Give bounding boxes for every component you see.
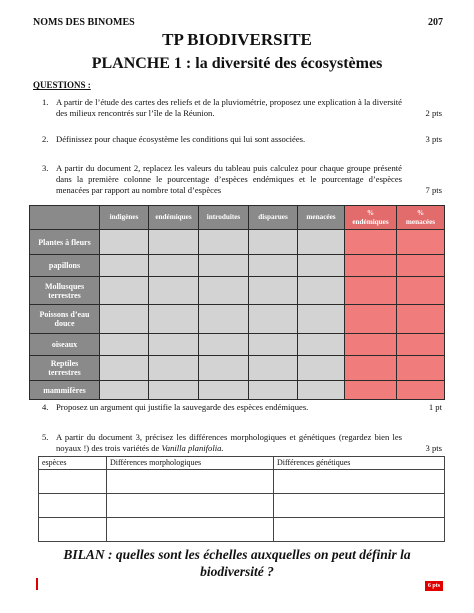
question-2 bbox=[42, 134, 442, 146]
question-number: 5. bbox=[42, 432, 49, 442]
value-cell[interactable] bbox=[199, 305, 249, 334]
question-1 bbox=[42, 97, 442, 121]
table-row bbox=[30, 381, 445, 400]
percent-cell[interactable] bbox=[397, 334, 445, 356]
value-cell[interactable] bbox=[100, 305, 149, 334]
percent-cell[interactable] bbox=[345, 230, 397, 255]
value-cell[interactable] bbox=[249, 356, 298, 381]
column-header: Différences morphologiques bbox=[107, 457, 274, 470]
question-4 bbox=[42, 402, 442, 414]
table-header-row bbox=[30, 206, 445, 230]
answer-cell[interactable] bbox=[274, 470, 445, 494]
column-header: espèces bbox=[39, 457, 107, 470]
percent-cell[interactable] bbox=[345, 381, 397, 400]
question-number: 2. bbox=[42, 134, 49, 144]
page-subtitle: PLANCHE 1 : la diversité des écosystèmes bbox=[91, 55, 383, 72]
value-cell[interactable] bbox=[149, 356, 199, 381]
value-cell[interactable] bbox=[149, 381, 199, 400]
answer-cell[interactable] bbox=[39, 470, 107, 494]
value-cell[interactable] bbox=[199, 381, 249, 400]
percent-cell[interactable] bbox=[345, 334, 397, 356]
column-header: endémiques bbox=[149, 206, 199, 230]
value-cell[interactable] bbox=[298, 334, 345, 356]
table-row bbox=[30, 334, 445, 356]
questions-label: QUESTIONS : bbox=[33, 80, 91, 90]
question-text: Proposez un argument qui justifie la sauvegarde des espèces endémiques. bbox=[56, 402, 309, 412]
question-points: 3 pts bbox=[425, 134, 442, 144]
table-row bbox=[39, 518, 445, 542]
question-text: A partir de l’étude des cartes des reliefs et de la pluviométrie, proposez une explication à la diversité des milieux rencontrés sur l’île de la Réunion. bbox=[56, 97, 402, 118]
page-number: 207 bbox=[428, 17, 443, 28]
percent-cell[interactable] bbox=[345, 277, 397, 305]
value-cell[interactable] bbox=[149, 277, 199, 305]
value-cell[interactable] bbox=[298, 277, 345, 305]
answer-cell[interactable] bbox=[107, 470, 274, 494]
answer-cell[interactable] bbox=[39, 518, 107, 542]
column-header-pct-endemiques: % endémiques bbox=[345, 206, 397, 230]
value-cell[interactable] bbox=[100, 230, 149, 255]
value-cell[interactable] bbox=[100, 334, 149, 356]
question-number: 4. bbox=[42, 402, 49, 412]
question-text: Définissez pour chaque écosystème les conditions qui lui sont associées. bbox=[56, 134, 306, 144]
value-cell[interactable] bbox=[199, 334, 249, 356]
column-header: menacées bbox=[298, 206, 345, 230]
row-label: Reptiles terrestres bbox=[30, 356, 100, 381]
table-corner-cell bbox=[30, 206, 100, 230]
answer-cell[interactable] bbox=[107, 518, 274, 542]
question-5 bbox=[42, 432, 442, 456]
value-cell[interactable] bbox=[100, 277, 149, 305]
margin-marker bbox=[36, 578, 38, 590]
table-header-row bbox=[39, 457, 445, 470]
question-points: 2 pts bbox=[425, 108, 442, 118]
page-title: TP BIODIVERSITE bbox=[162, 30, 312, 49]
header-names: NOMS DES BINOMES bbox=[33, 17, 135, 28]
row-label: oiseaux bbox=[30, 334, 100, 356]
value-cell[interactable] bbox=[100, 255, 149, 277]
value-cell[interactable] bbox=[249, 255, 298, 277]
value-cell[interactable] bbox=[149, 305, 199, 334]
value-cell[interactable] bbox=[249, 381, 298, 400]
row-label: Poissons d’eau douce bbox=[30, 305, 100, 334]
row-label: mammifères bbox=[30, 381, 100, 400]
column-header: disparues bbox=[249, 206, 298, 230]
answer-cell[interactable] bbox=[274, 518, 445, 542]
question-points: 1 pt bbox=[428, 402, 442, 412]
bilan-question: BILAN : quelles sont les échelles auxquelles on peut définir la biodiversité ? bbox=[63, 547, 411, 579]
value-cell[interactable] bbox=[298, 230, 345, 255]
answer-cell[interactable] bbox=[274, 494, 445, 518]
column-header-pct-menacees: % menacées bbox=[397, 206, 445, 230]
table-row bbox=[30, 255, 445, 277]
percent-cell[interactable] bbox=[345, 305, 397, 334]
value-cell[interactable] bbox=[199, 230, 249, 255]
value-cell[interactable] bbox=[298, 381, 345, 400]
value-cell[interactable] bbox=[199, 356, 249, 381]
value-cell[interactable] bbox=[149, 255, 199, 277]
percent-cell[interactable] bbox=[397, 305, 445, 334]
table-row bbox=[30, 305, 445, 334]
vanilla-table bbox=[38, 456, 445, 542]
percent-cell[interactable] bbox=[345, 255, 397, 277]
value-cell[interactable] bbox=[149, 230, 199, 255]
value-cell[interactable] bbox=[249, 230, 298, 255]
column-header: introduites bbox=[199, 206, 249, 230]
percent-cell[interactable] bbox=[397, 230, 445, 255]
answer-cell[interactable] bbox=[107, 494, 274, 518]
table-row bbox=[30, 230, 445, 255]
percent-cell[interactable] bbox=[397, 277, 445, 305]
points-total-box: 6 pts bbox=[425, 581, 443, 591]
value-cell[interactable] bbox=[249, 277, 298, 305]
column-header: Différences génétiques bbox=[274, 457, 445, 470]
question-number: 1. bbox=[42, 97, 49, 107]
question-number: 3. bbox=[42, 163, 49, 173]
question-points: 7 pts bbox=[425, 185, 442, 195]
row-label: papillons bbox=[30, 255, 100, 277]
value-cell[interactable] bbox=[298, 305, 345, 334]
question-text: A partir du document 2, replacez les valeurs du tableau puis calculez pour chaque groupe présenté dans la première colonne le pourcentage d’espèces endémiques et le pourcentage d’espèces menacées par rapport au nombre total d’espèces bbox=[56, 163, 402, 195]
row-label: Mollusques terrestres bbox=[30, 277, 100, 305]
percent-cell[interactable] bbox=[345, 356, 397, 381]
answer-cell[interactable] bbox=[39, 494, 107, 518]
value-cell[interactable] bbox=[298, 356, 345, 381]
question-points: 3 pts bbox=[425, 443, 442, 453]
table-row bbox=[30, 277, 445, 305]
row-label: Plantes à fleurs bbox=[30, 230, 100, 255]
value-cell[interactable] bbox=[298, 255, 345, 277]
table-row bbox=[39, 494, 445, 518]
percent-cell[interactable] bbox=[397, 356, 445, 381]
value-cell[interactable] bbox=[249, 334, 298, 356]
value-cell[interactable] bbox=[149, 334, 199, 356]
table-row bbox=[30, 356, 445, 381]
value-cell[interactable] bbox=[199, 277, 249, 305]
percent-cell[interactable] bbox=[397, 255, 445, 277]
value-cell[interactable] bbox=[100, 356, 149, 381]
percent-cell[interactable] bbox=[397, 381, 445, 400]
species-table bbox=[29, 205, 445, 400]
value-cell[interactable] bbox=[249, 305, 298, 334]
value-cell[interactable] bbox=[100, 381, 149, 400]
table-row bbox=[39, 470, 445, 494]
column-header: indigènes bbox=[100, 206, 149, 230]
question-text: A partir du document 3, précisez les différences morphologiques et génétiques (regardez bien les noyaux !) des trois variétés de Vanilla planifolia. bbox=[56, 432, 402, 453]
question-3 bbox=[42, 163, 442, 199]
value-cell[interactable] bbox=[199, 255, 249, 277]
